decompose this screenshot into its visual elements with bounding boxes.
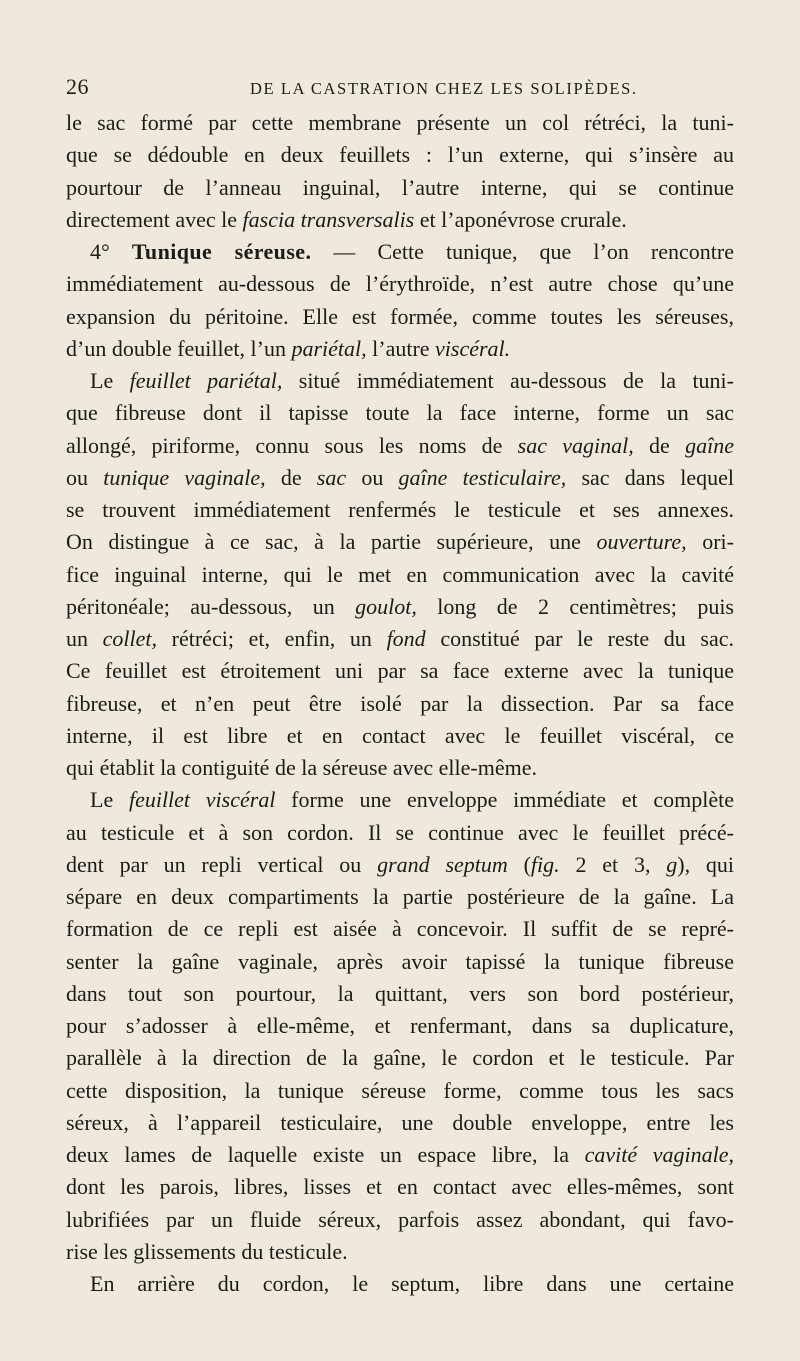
text-run: situé immédiatement au-dessous de la tuni- [282, 368, 734, 393]
text-line [66, 978, 734, 1010]
text-run: se trouvent immédiatement renfermés le testicule et ses annexes. [66, 497, 734, 522]
text-run: que se dédouble en deux feuillets : l’un externe, qui s’insère au [66, 142, 734, 168]
italic-term: fond [386, 626, 426, 651]
text-run: d’un double feuillet, l’un [66, 335, 292, 361]
text-line [66, 172, 734, 204]
italic-term: gaîne testiculaire, [398, 464, 567, 490]
text-run: un [66, 626, 103, 651]
text-run: constitué par le reste du sac. [425, 626, 735, 651]
text-line [66, 784, 734, 816]
text-run: le sac formé par cette membrane présente un col rétréci, la tuni- [66, 110, 734, 135]
text-run: ori- [686, 529, 734, 555]
italic-term: fig. [530, 851, 560, 877]
text-run: formation de ce repli est aisée à concevoir. Il suffit de se repré- [66, 916, 734, 942]
text-line [66, 1268, 734, 1300]
text-run: forme une enveloppe immédiate et complète [275, 787, 734, 813]
text-run: immédiatement au-dessous de l’érythroïde, n’est autre chose qu’une [66, 271, 734, 297]
text-line [66, 526, 734, 558]
text-line [66, 268, 734, 300]
text-run: directement avec le [66, 206, 243, 232]
italic-term: sac [316, 464, 347, 490]
text-run: Ce feuillet est étroitement uni par sa face externe avec la tunique [66, 658, 734, 684]
text-run: fibreuse, et n’en peut être isolé par la dissection. Par sa face [66, 690, 734, 716]
text-run: Le [90, 368, 130, 393]
italic-term: pariétal, [291, 335, 367, 361]
text-line [66, 1042, 734, 1074]
text-run: de [633, 432, 686, 458]
text-line [66, 913, 734, 945]
italic-term: g [666, 851, 678, 877]
text-line [66, 139, 734, 171]
text-line [66, 462, 734, 494]
text-run: 4° [90, 239, 132, 264]
text-line [66, 1236, 734, 1268]
text-line [66, 333, 734, 365]
text-run: péritonéale; au-dessous, un [66, 593, 356, 619]
text-line [66, 365, 734, 397]
text-run: de [265, 464, 317, 490]
text-line [66, 946, 734, 978]
running-head: DE LA CASTRATION CHEZ LES SOLIPÈDES. [250, 79, 638, 98]
text-line [66, 849, 734, 881]
italic-term: gaîne [685, 432, 734, 458]
text-run: Le [90, 787, 129, 813]
italic-term: collet, [102, 626, 158, 651]
text-run: cette disposition, la tunique séreuse forme, comme tous les sacs [66, 1077, 734, 1103]
text-run: que fibreuse dont il tapisse toute la face interne, forme un sac [66, 400, 734, 426]
italic-term: cavité vaginale, [584, 1142, 734, 1167]
text-run: pour s’adosser à elle-même, et renfermant, dans sa duplicature, [66, 1013, 734, 1038]
text-line [66, 494, 734, 526]
italic-term: ouverture, [596, 529, 687, 555]
text-run: au testicule et à son cordon. Il se continue avec le feuillet précé- [66, 819, 734, 845]
text-run: expansion du péritoine. Elle est formée, comme toutes les séreuses, [66, 303, 734, 329]
italic-term: viscéral. [435, 335, 511, 361]
text-run: sépare en deux compartiments la partie postérieure de la gaîne. La [66, 884, 734, 909]
text-run: ou [66, 464, 104, 490]
body-text [66, 107, 734, 1300]
text-run: lubrifiées par un fluide séreux, parfois assez abondant, qui favo- [66, 1206, 734, 1232]
text-run: ou [346, 464, 399, 490]
text-run: — Cette tunique, que l’on rencontre [311, 239, 734, 264]
text-line [66, 1139, 734, 1171]
italic-term: feuillet pariétal, [129, 368, 283, 393]
text-line [66, 236, 734, 268]
text-line [66, 655, 734, 687]
text-line [66, 817, 734, 849]
text-run: senter la gaîne vaginale, après avoir tapissé la tunique fibreuse [66, 948, 734, 974]
text-line [66, 688, 734, 720]
text-run: rétréci; et, enfin, un [157, 626, 387, 651]
text-run: sac dans lequel [566, 464, 735, 490]
text-line [66, 107, 734, 139]
text-run: qui établit la contiguité de la séreuse avec elle-même. [66, 755, 537, 780]
section-heading: Tunique séreuse. [131, 239, 312, 264]
text-run: ), qui [677, 851, 734, 877]
text-run: deux lames de laquelle existe un espace libre, la [66, 1142, 585, 1167]
text-line [66, 720, 734, 752]
text-line [66, 1107, 734, 1139]
text-run: et l’aponévrose crurale. [414, 206, 627, 232]
text-line [66, 1075, 734, 1107]
text-run: fice inguinal interne, qui le met en communication avec la cavité [66, 561, 734, 587]
text-run: long de 2 centimètres; puis [416, 593, 734, 619]
text-run: l’autre [366, 335, 436, 361]
italic-term: grand septum [377, 851, 508, 877]
italic-term: fascia transversalis [242, 206, 415, 232]
text-run: En arrière du cordon, le septum, libre dans une certaine [90, 1271, 734, 1296]
text-line [66, 430, 734, 462]
text-run: dans tout son pourtour, la quittant, vers son bord postérieur, [66, 980, 734, 1006]
text-run: pourtour de l’anneau inguinal, l’autre interne, qui se continue [66, 174, 734, 200]
text-run: On distingue à ce sac, à la partie supérieure, une [66, 529, 597, 555]
italic-term: goulot, [355, 593, 417, 619]
text-line [66, 559, 734, 591]
text-line [66, 301, 734, 333]
text-line [66, 1204, 734, 1236]
text-line [66, 204, 734, 236]
italic-term: tunique vaginale, [103, 464, 266, 490]
text-line [66, 1171, 734, 1203]
italic-term: feuillet viscéral [128, 787, 276, 813]
text-line [66, 623, 734, 655]
text-run: séreux, à l’appareil testiculaire, une double enveloppe, entre les [66, 1109, 734, 1135]
text-line [66, 591, 734, 623]
text-run: parallèle à la direction de la gaîne, le cordon et le testicule. Par [66, 1045, 734, 1071]
page-number: 26 [66, 74, 89, 99]
text-run: allongé, piriforme, connu sous les noms de [66, 432, 518, 458]
text-run: ( [507, 851, 531, 877]
text-line [66, 752, 734, 784]
text-run: dont les parois, libres, lisses et en contact avec elles-mêmes, sont [66, 1174, 734, 1200]
text-run: dent par un repli vertical ou [66, 851, 378, 877]
text-run: interne, il est libre et en contact avec le feuillet viscéral, ce [66, 722, 734, 748]
text-run: rise les glissements du testicule. [66, 1238, 348, 1264]
text-run: 2 et 3, [559, 851, 667, 877]
text-line [66, 1010, 734, 1042]
text-line [66, 881, 734, 913]
italic-term: sac vaginal, [517, 432, 634, 458]
text-line [66, 397, 734, 429]
